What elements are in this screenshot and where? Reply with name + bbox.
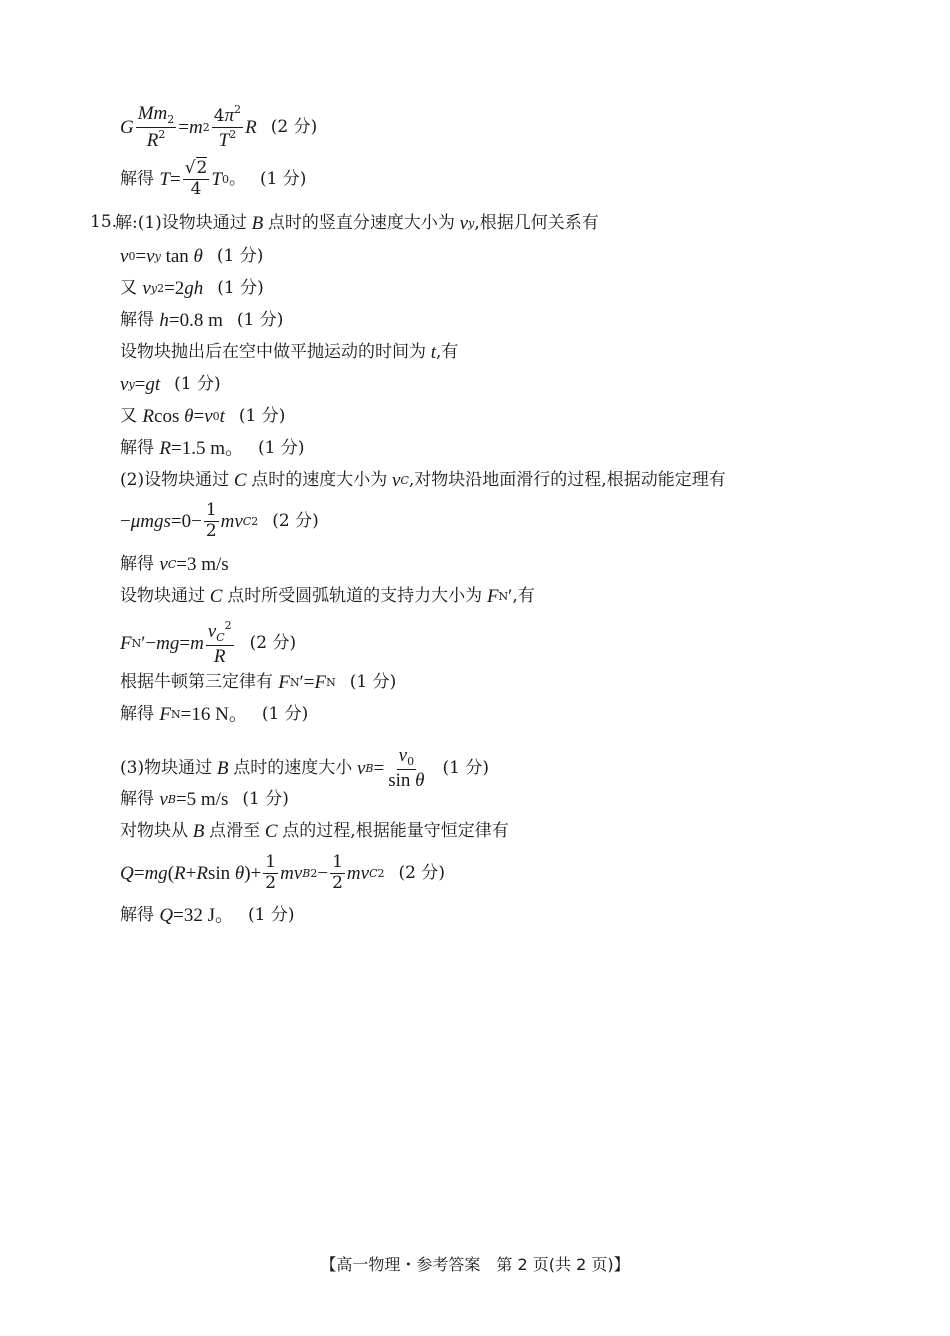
- text: ,根据几何关系有: [474, 213, 599, 233]
- result-fn: 解得 F N =16 N。 (1 分): [120, 704, 309, 725]
- score: (1 分): [259, 168, 307, 189]
- jiede-label: 解得: [120, 905, 154, 925]
- jiede-label: 解得: [120, 438, 154, 458]
- score: (1 分): [248, 905, 295, 925]
- text: (2)设物块通过: [120, 470, 230, 490]
- text-support: 设物块通过 C 点时所受圆弧轨道的支持力大小为 F N ′ ,有: [120, 586, 535, 607]
- value: =32 J。: [173, 905, 235, 926]
- equation-vy2: 又 v y 2 =2 gh (1 分): [120, 278, 264, 299]
- jiede-label: 解得: [120, 789, 154, 809]
- score: (1 分): [238, 406, 286, 426]
- jiede-label: 解得: [120, 168, 154, 189]
- score: (1 分): [236, 310, 284, 330]
- equation-vy-gt: v y = gt (1 分): [120, 374, 221, 395]
- value: =3 m/s: [176, 554, 229, 575]
- jiede-label: 解得: [120, 704, 154, 724]
- equation-unit-r: R: [245, 116, 257, 138]
- part2-intro: (2)设物块通过 C 点时的速度大小为 v C ,对物块沿地面滑行的过程,根据动能定理有: [120, 470, 726, 491]
- equation-v0: v 0 = v y tan θ (1 分): [120, 246, 264, 267]
- result-vb: 解得 v B =5 m/s (1 分): [120, 789, 289, 810]
- text: 点时所受圆弧轨道的支持力大小为: [227, 586, 483, 606]
- text: (3)物块通过: [120, 757, 213, 778]
- result-q: 解得 Q =32 J。 (1 分): [120, 905, 295, 926]
- value: =5 m/s: [175, 789, 229, 810]
- score: (1 分): [258, 438, 305, 458]
- value: =0.8 m: [168, 310, 223, 331]
- score: (2 分): [398, 862, 445, 883]
- text: ,有: [436, 342, 459, 362]
- jiede-label: 解得: [120, 310, 154, 330]
- score: (2 分): [249, 632, 297, 653]
- text: 点时的速度大小: [233, 757, 353, 778]
- score: (1 分): [261, 704, 309, 724]
- equation-gravitation: G $\frac{Mm_2}{R^2}$ = m 2 $\frac{4\pi^2}{T^2}$ R (2 分): [120, 103, 318, 151]
- text: 解:(1)设物块通过: [115, 213, 247, 233]
- text: 设物块抛出后在空中做平抛运动的时间为: [120, 342, 426, 362]
- text: 点时的速度大小为: [251, 470, 388, 490]
- part3-intro: (3)物块通过 B 点时的速度大小 v B = $\frac{v_0}{\text{sin θ}}$ (1 分): [120, 745, 489, 791]
- text: ,有: [512, 586, 535, 606]
- score: (1 分): [349, 672, 397, 692]
- value: =1.5 m。: [171, 438, 245, 459]
- result-h: 解得 h =0.8 m (1 分): [120, 310, 284, 331]
- equation-energy: − μmgs =0− $\frac{1}{2}$ mv C 2 (2 分): [120, 500, 319, 541]
- q15-intro: 解:(1)设物块通过 B 点时的竖直分速度大小为 v y ,根据几何关系有: [115, 213, 599, 234]
- result-period: 解得 T = $\frac{√2}{4}$ T 0 。 (1 分): [120, 158, 307, 199]
- frac-denominator: 4: [190, 178, 202, 199]
- text: 对物块从: [120, 821, 188, 841]
- score: (2 分): [272, 510, 319, 531]
- text: 根据牛顿第三定律有: [120, 672, 273, 692]
- question-number: 15.: [90, 212, 118, 232]
- score: (1 分): [174, 374, 221, 394]
- text: 点的过程,根据能量守恒定律有: [282, 821, 509, 841]
- equation-heat: Q = mg ( R + R sin θ )+ $\frac{1}{2}$ mv B 2 − $\frac{1}{2}$ mv C 2 (2 分): [120, 852, 445, 893]
- jiede-label: 解得: [120, 554, 154, 574]
- text: 点时的竖直分速度大小为: [267, 213, 455, 233]
- energy-conservation-intro: 对物块从 B 点滑至 C 点的过程,根据能量守恒定律有: [120, 821, 509, 842]
- score: (1 分): [217, 278, 264, 298]
- you-label: 又: [120, 278, 137, 298]
- text: 点滑至: [209, 821, 261, 841]
- eq: =0−: [170, 510, 202, 532]
- newton-third: 根据牛顿第三定律有 F N ′= F N (1 分): [120, 672, 397, 693]
- equation-rcos: 又 R cos θ = v 0 t (1 分): [120, 406, 286, 427]
- page-footer: 【高一物理・参考答案 第 2 页(共 2 页)】: [320, 1255, 630, 1274]
- text-time: 设物块抛出后在空中做平抛运动的时间为 t ,有: [120, 342, 459, 363]
- text: ,对物块沿地面滑行的过程,根据动能定理有: [408, 470, 726, 490]
- you-label: 又: [120, 406, 137, 426]
- score: (1 分): [242, 789, 289, 809]
- score: (2 分): [270, 116, 318, 137]
- equation-centripetal: F N ′− mg = m $\frac{v_C^2}{R}$ (2 分): [120, 619, 297, 667]
- result-r: 解得 R =1.5 m。 (1 分): [120, 438, 305, 459]
- result-vc: 解得 v C =3 m/s: [120, 554, 229, 575]
- value: =16 N。: [180, 704, 248, 725]
- period-end: 。: [228, 168, 246, 189]
- score: (1 分): [216, 246, 264, 266]
- score: (1 分): [442, 757, 489, 778]
- text: 设物块通过: [120, 586, 205, 606]
